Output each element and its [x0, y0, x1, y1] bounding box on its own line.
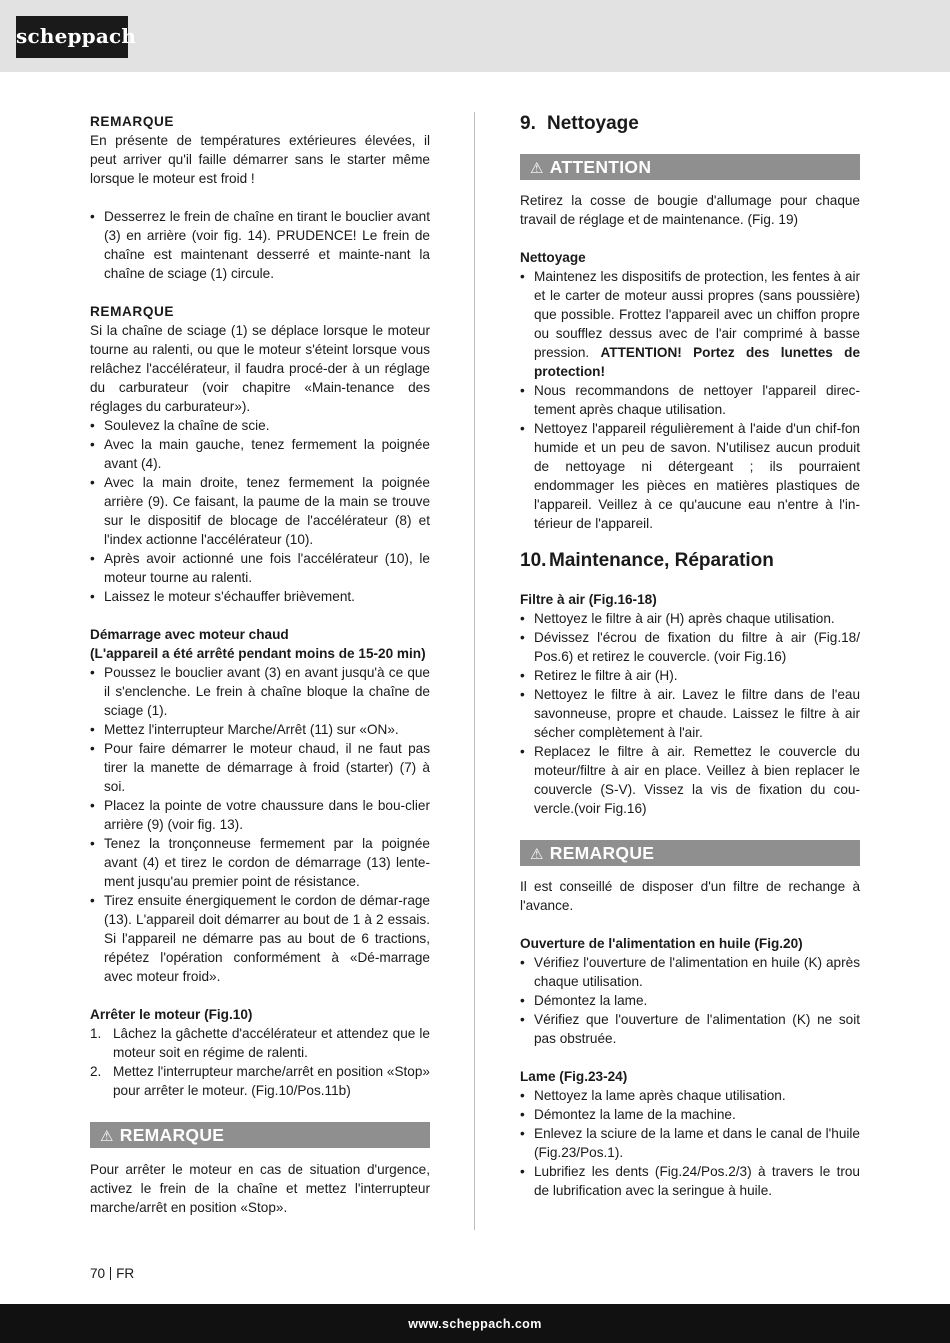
list-item: 1. Lâchez la gâchette d'accélérateur et attendez que le moteur soit en régime de ralenti. [90, 1026, 430, 1060]
attention-text: Retirez la cosse de bougie d'allumage pour chaque travail de réglage et de maintenance. (Fig. 19) [520, 193, 860, 227]
warm-start-subheading: (L'appareil a été arrêté pendant moins de 15-20 min) [90, 646, 426, 661]
list-item: • Vérifiez l'ouverture de l'alimentation en huile (K) après chaque utilisation. [520, 953, 860, 991]
remark-heading: REMARQUE [90, 304, 175, 319]
list-item: • Nettoyez la lame après chaque utilisation. [520, 1086, 860, 1105]
bullet-list [520, 1086, 860, 1200]
bullet-list [520, 953, 860, 1048]
air-filter-heading: Filtre à air (Fig.16-18) [520, 592, 657, 607]
list-item: • Poussez le bouclier avant (3) en avant jusqu'à ce que il s'enclenche. Le frein à chaîne bloque la chaîne de sciage (1). [90, 663, 430, 720]
remark-banner-text: Pour arrêter le moteur en cas de situation d'urgence, activez le frein de la chaîne et mettez l'interrupteur marche/arrêt en position «Stop». [90, 1162, 430, 1215]
blade-heading: Lame (Fig.23-24) [520, 1069, 628, 1084]
stop-engine-heading: Arrêter le moteur (Fig.10) [90, 1007, 253, 1022]
list-item: • Nettoyez le filtre à air (H) après chaque utilisation. [520, 609, 860, 628]
list-item: • Placez la pointe de votre chaussure dans le bou-clier arrière (9) (voir fig. 13). [90, 796, 430, 834]
list-item: • Lubrifiez les dents (Fig.24/Pos.2/3) à travers le trou de lubrification avec la seringue à huile. [520, 1162, 860, 1200]
section-10-title: 10. Maintenance, Réparation [520, 550, 774, 571]
bullet-list [90, 663, 430, 986]
remark-banner: ⚠ REMARQUE [90, 1122, 430, 1148]
bullet-list [520, 609, 860, 818]
numbered-list [90, 1024, 430, 1100]
list-item: • Avec la main gauche, tenez fermement la poignée avant (4). [90, 435, 430, 473]
list-item: • Après avoir actionné une fois l'accélérateur (10), le moteur tourne au ralenti. [90, 549, 430, 587]
list-item: • Nettoyez le filtre à air. Lavez le filtre dans de l'eau savonneuse, propre et chaude. Laissez le filtre à air sécher complètement à l'air. [520, 685, 860, 742]
list-item: • Dévissez l'écrou de fixation du filtre à air (Fig.18/ Pos.6) et retirez le couvercle. (voir Fig.16) [520, 628, 860, 666]
oil-supply-heading: Ouverture de l'alimentation en huile (Fig.20) [520, 936, 803, 951]
bullet-list [520, 267, 860, 533]
list-item: • Tenez la tronçonneuse fermement par la poignée avant (4) et tirez le cordon de démarrage (13) lente-ment jusqu'au premier point de résistance. [90, 834, 430, 891]
attention-banner: ⚠ ATTENTION [520, 154, 860, 180]
list-item: • Pour faire démarrer le moteur chaud, il ne faut pas tirer la manette de démarrage à froid (starter) (7) à soi. [90, 739, 430, 796]
brand-logo: scheppach [16, 16, 128, 58]
section-9-title: 9. Nettoyage [520, 113, 639, 134]
list-item: • Vérifiez que l'ouverture de l'alimentation (K) ne soit pas obstruée. [520, 1010, 860, 1048]
list-item: • Enlevez la sciure de la lame et dans le canal de l'huile (Fig.23/Pos.1). [520, 1124, 860, 1162]
list-item: 2. Mettez l'interrupteur marche/arrêt en position «Stop» pour arrêter le moteur. (Fig.10/Pos.11b) [90, 1064, 430, 1098]
footer-bar [0, 1304, 950, 1343]
left-column [90, 112, 430, 1217]
warm-start-heading: Démarrage avec moteur chaud [90, 627, 289, 642]
list-item: • Desserrez le frein de chaîne en tirant le bouclier avant (3) en arrière (voir fig. 14). PRUDENCE! Le frein de chaîne est maintenant desserré et mainte-nant la chaîne de sciage (1) circule. [90, 207, 430, 283]
list-item: • Mettez l'interrupteur Marche/Arrêt (11) sur «ON». [90, 720, 430, 739]
warning-icon: ⚠ [530, 160, 544, 177]
list-item: • Démontez la lame de la machine. [520, 1105, 860, 1124]
remark-banner-text: Il est conseillé de disposer d'un filtre de rechange à l'avance. [520, 879, 860, 913]
bullet-list [90, 416, 430, 606]
warning-icon: ⚠ [100, 1128, 114, 1145]
remark-banner: ⚠ REMARQUE [520, 840, 860, 866]
remark-text: En présente de températures extérieures élevées, il peut arriver qu'il faille démarrer sans le starter même lorsque le moteur est froid ! [90, 133, 430, 186]
remark-text: Si la chaîne de sciage (1) se déplace lorsque le moteur tourne au ralenti, ou que le moteur s'éteint lorsque vous relâchez l'accélérateur, il faudra procé-der à un réglage du carburateur (voir chapitre «Main-tenance des réglages du carburateur»). [90, 323, 430, 414]
list-item: • Avec la main droite, tenez fermement la poignée arrière (9). Ce faisant, la paume de la main se trouve sur le dispositif de blocage de l'accélérateur (8) et l'index actionne l'accélérateur (10). [90, 473, 430, 549]
right-column [520, 112, 860, 1200]
list-item: • Replacez le filtre à air. Remettez le couvercle du moteur/filtre à air en place. Veillez à bien replacer le couvercle (S-V). Vissez la vis de fixation du cou-vercle.(voir Fig.16) [520, 742, 860, 818]
cleaning-heading: Nettoyage [520, 250, 586, 265]
list-item: • Laissez le moteur s'échauffer brièvement. [90, 587, 430, 606]
list-item: • Nous recommandons de nettoyer l'appareil direc-tement après chaque utilisation. [520, 381, 860, 419]
list-item: • Démontez la lame. [520, 991, 860, 1010]
header-bar [0, 0, 950, 72]
remark-heading: REMARQUE [90, 114, 175, 129]
list-item: • Maintenez les dispositifs de protection, les fentes à air et le carter de moteur aussi propres (sans poussière) que possible. Frottez l'appareil avec un chiffon propre ou soufflez dessus avec de l'air comprimé à basse pression. ATTENTION! Portez des lunettes de protection! [520, 267, 860, 381]
list-item: • Tirez ensuite énergiquement le cordon de démar-rage (13). L'appareil doit démarrer au bout de 1 à 2 essais. Si l'appareil ne démarre pas au bout de 6 tractions, répétez l'opération conformément à «Dé-marrage avec moteur froid». [90, 891, 430, 986]
list-item: • Retirez le filtre à air (H). [520, 666, 860, 685]
website-url: www.scheppach.com [408, 1317, 542, 1331]
bullet-list [90, 207, 430, 283]
warning-icon: ⚠ [530, 846, 544, 863]
page-number: 70 FR [90, 1266, 135, 1281]
column-divider [474, 112, 475, 1230]
list-item: • Soulevez la chaîne de scie. [90, 416, 430, 435]
list-item: • Nettoyez l'appareil régulièrement à l'aide d'un chif-fon humide et un peu de savon. N'utilisez aucun produit de nettoyage ni détergeant ; ils pourraient endommager les pièces en matières plastiques de l'appareil. Veillez à ce qu'aucune eau n'entre à l'in-térieur de l'appareil. [520, 419, 860, 533]
